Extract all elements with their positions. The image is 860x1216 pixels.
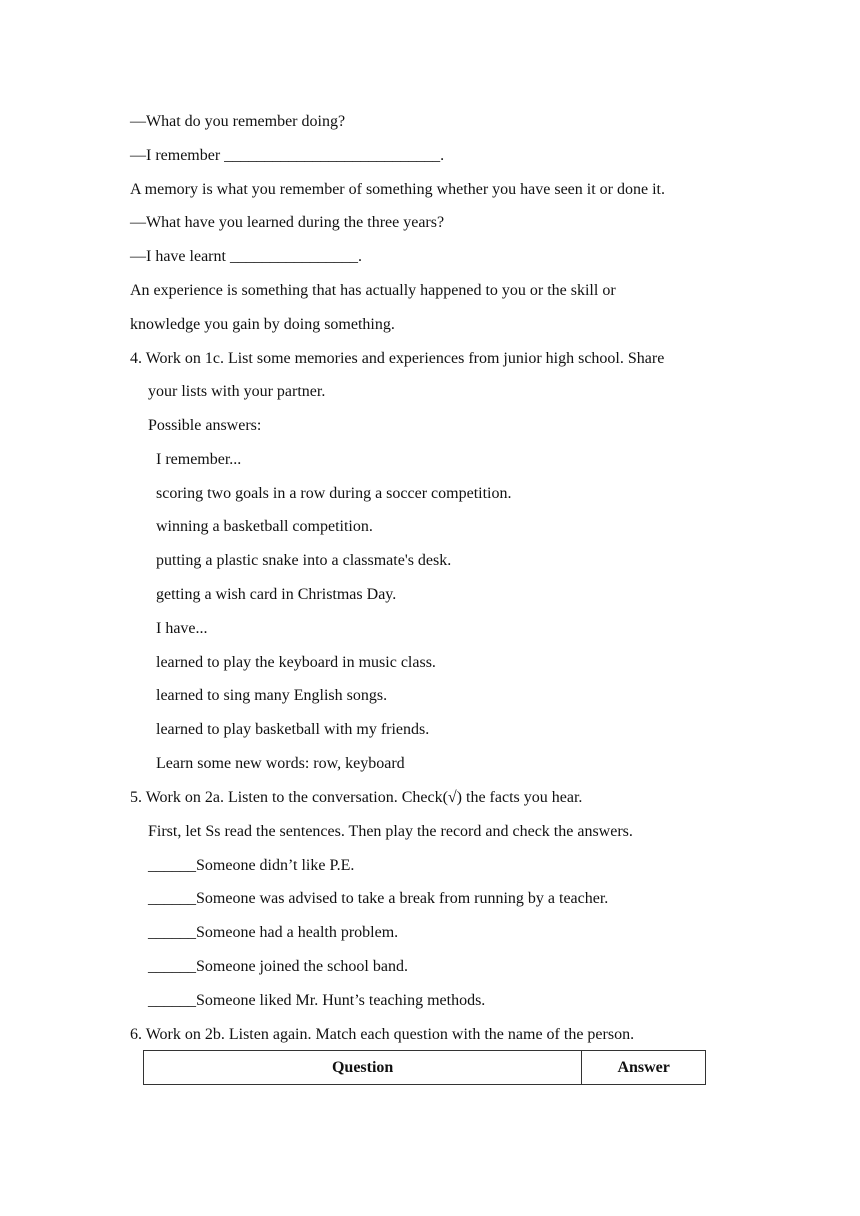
list-item: I have... xyxy=(156,620,208,637)
dialogue-answer-remember-blank: —I remember ___________________________. xyxy=(130,147,445,164)
list-item: getting a wish card in Christmas Day. xyxy=(156,586,397,603)
task-5-heading: 5. Work on 2a. Listen to the conversation. Check(√) the facts you hear. xyxy=(130,789,583,806)
check-item: ______Someone liked Mr. Hunt’s teaching methods. xyxy=(148,992,486,1009)
question-answer-table xyxy=(143,1050,706,1085)
list-item: I remember... xyxy=(156,451,242,468)
experience-definition-line-1: An experience is something that has actually happened to you or the skill or xyxy=(130,282,616,299)
dialogue-question-learned: —What have you learned during the three years? xyxy=(130,214,445,231)
dialogue-answer-learnt-blank: —I have learnt ________________. xyxy=(130,248,362,265)
list-item: scoring two goals in a row during a soccer competition. xyxy=(156,485,512,502)
column-header-answer: Answer xyxy=(582,1051,706,1085)
table-header-row xyxy=(144,1051,706,1085)
check-item: ______Someone had a health problem. xyxy=(148,924,399,941)
task-4-heading-continued: your lists with your partner. xyxy=(148,383,326,400)
task-5-instruction: First, let Ss read the sentences. Then play the record and check the answers. xyxy=(148,823,633,840)
memory-definition: A memory is what you remember of something whether you have seen it or done it. xyxy=(130,181,665,198)
list-item: winning a basketball competition. xyxy=(156,518,373,535)
task-4-heading: 4. Work on 1c. List some memories and experiences from junior high school. Share xyxy=(130,350,665,367)
experience-definition-line-2: knowledge you gain by doing something. xyxy=(130,316,395,333)
list-item: learned to sing many English songs. xyxy=(156,687,388,704)
list-item: learned to play the keyboard in music class. xyxy=(156,654,436,671)
new-words-note: Learn some new words: row, keyboard xyxy=(156,755,405,772)
possible-answers-label: Possible answers: xyxy=(148,417,262,434)
check-item: ______Someone was advised to take a break from running by a teacher. xyxy=(148,890,609,907)
list-item: putting a plastic snake into a classmate's desk. xyxy=(156,552,452,569)
dialogue-question-remember: —What do you remember doing? xyxy=(130,113,346,130)
check-item: ______Someone didn’t like P.E. xyxy=(148,857,355,874)
task-6-heading: 6. Work on 2b. Listen again. Match each question with the name of the person. xyxy=(130,1026,635,1043)
check-item: ______Someone joined the school band. xyxy=(148,958,408,975)
column-header-question: Question xyxy=(144,1051,582,1085)
list-item: learned to play basketball with my friends. xyxy=(156,721,430,738)
